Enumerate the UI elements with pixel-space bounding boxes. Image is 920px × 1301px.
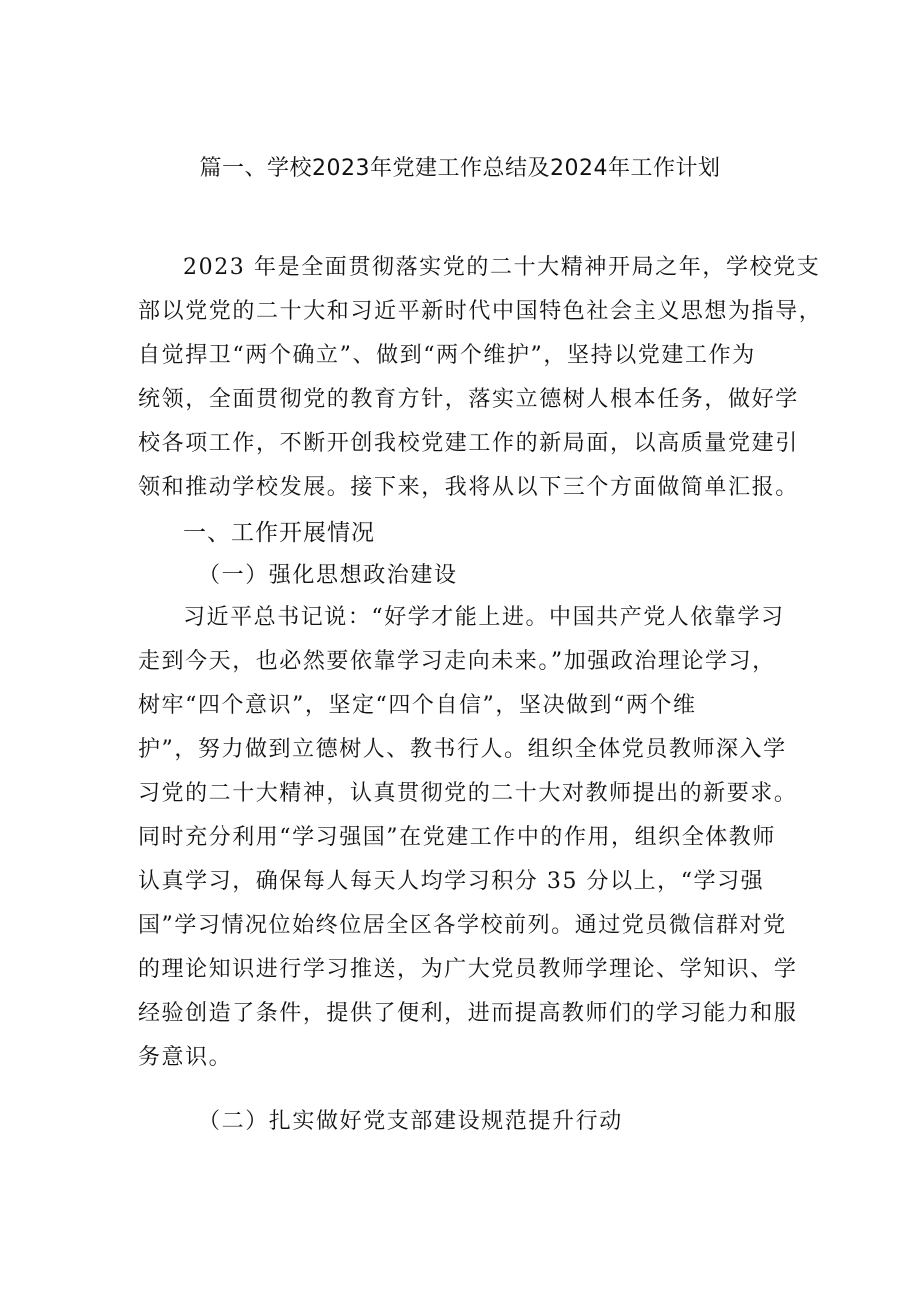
intro-line: 自觉捍卫“两个确立”、做到“两个维护”，坚持以党建工作为	[138, 343, 756, 368]
subsection-heading: （一）强化思想政治建设	[198, 563, 458, 588]
section-heading: 一、工作开展情况	[183, 520, 375, 546]
body-line: 走到今天，也必然要依靠学习走向未来。”加强政治理论学习，	[138, 649, 776, 674]
body-line: 同时充分利用“学习强国”在党建工作中的作用，组织全体教师	[138, 825, 776, 850]
body-line: 经验创造了条件，提供了便利，进而提高教师们的学习能力和服	[138, 1001, 798, 1026]
body-line: 的理论知识进行学习推送，为广大党员教师学理论、学知识、学	[138, 957, 798, 982]
intro-line: 部以党党的二十大和习近平新时代中国特色社会主义思想为指导，	[138, 299, 823, 324]
body-line: 习党的二十大精神，认真贯彻党的二十大对教师提出的新要求。	[138, 781, 798, 806]
subsection-heading: （二）扎实做好党支部建设规范提升行动	[198, 1109, 623, 1134]
document-title: 篇一、学校2023年党建工作总结及2024年工作计划	[199, 156, 721, 181]
intro-line: 统领，全面贯彻党的教育方针，落实立德树人根本任务，做好学	[138, 387, 799, 412]
body-line: 务意识。	[138, 1045, 233, 1070]
body-line: 习近平总书记说：“好学才能上进。中国共产党人依靠学习	[183, 605, 785, 630]
body-line: 认真学习，确保每人每天人均学习积分 35 分以上，“学习强	[138, 869, 765, 894]
body-line: 国”学习情况位始终位居全区各学校前列。通过党员微信群对党	[138, 913, 787, 938]
body-line: 树牢“四个意识”，坚定“四个自信”，坚决做到“两个维	[138, 693, 697, 718]
intro-line: 领和推动学校发展。接下来，我将从以下三个方面做简单汇报。	[138, 475, 799, 500]
intro-line: 校各项工作，不断开创我校党建工作的新局面，以高质量党建引	[138, 431, 799, 456]
body-line: 护”，努力做到立德树人、教书行人。组织全体党员教师深入学	[138, 737, 787, 762]
intro-line: 2023 年是全面贯彻落实党的二十大精神开局之年，学校党支	[183, 255, 821, 280]
